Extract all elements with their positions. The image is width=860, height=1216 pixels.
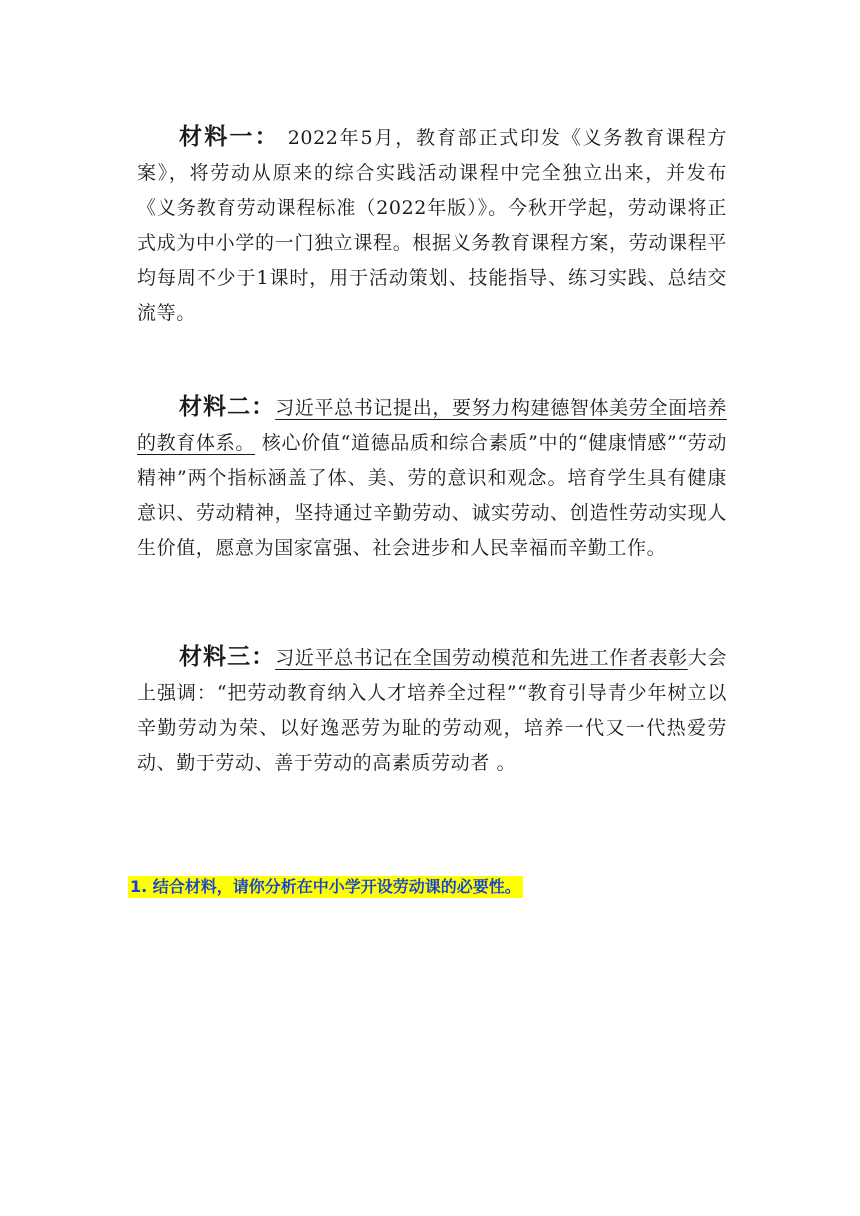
material-three-underlined-text: 习近平总书记在全国劳动模范和先进工作者表彰 bbox=[275, 647, 688, 669]
material-one-paragraph bbox=[137, 120, 727, 331]
material-three-paragraph bbox=[137, 640, 727, 781]
material-two-paragraph bbox=[137, 390, 727, 566]
material-one-text: 2022年5月，教育部正式印发《义务教育课程方案》，将劳动从原来的综合实践活动课程中完全独立出来，并发布《义务教育劳动课程标准（2022年版）》。今秋开学起，劳动课将正式成为中小学的一门独立课程。根据义务教育课程方案，劳动课程平均每周不少于1课时，用于活动策划、技能指导、练习实践、总结交流等。 bbox=[137, 127, 727, 324]
material-three-text: 大会上强调：“把劳动教育纳入人才培养全过程”“教育引导青少年树立以辛勤劳动为荣、以好逸恶劳为耻的劳动观，培养一代又一代热爱劳动、勤于劳动、善于劳动的高素质劳动者 。 bbox=[137, 647, 727, 774]
material-two-label: 材料二： bbox=[179, 394, 276, 420]
material-three-label: 材料三： bbox=[179, 644, 276, 670]
question-one: 1. 结合材料，请你分析在中小学开设劳动课的必要性。 bbox=[130, 877, 521, 896]
material-one-label: 材料一： bbox=[179, 124, 280, 150]
material-two-underlined-text: 习近平总书记提出，要努力构建德智体美劳全面培养的教育体系。 bbox=[137, 397, 727, 454]
material-two-text: 核心价值“道德品质和综合素质”中的“健康情感”“劳动精神”两个指标涵盖了体、美、劳的意识和观念。培育学生具有健康意识、劳动精神，坚持通过辛勤劳动、诚实劳动、创造性劳动实现人生价值，愿意为国家富强、社会进步和人民幸福而辛勤工作。 bbox=[137, 432, 727, 559]
